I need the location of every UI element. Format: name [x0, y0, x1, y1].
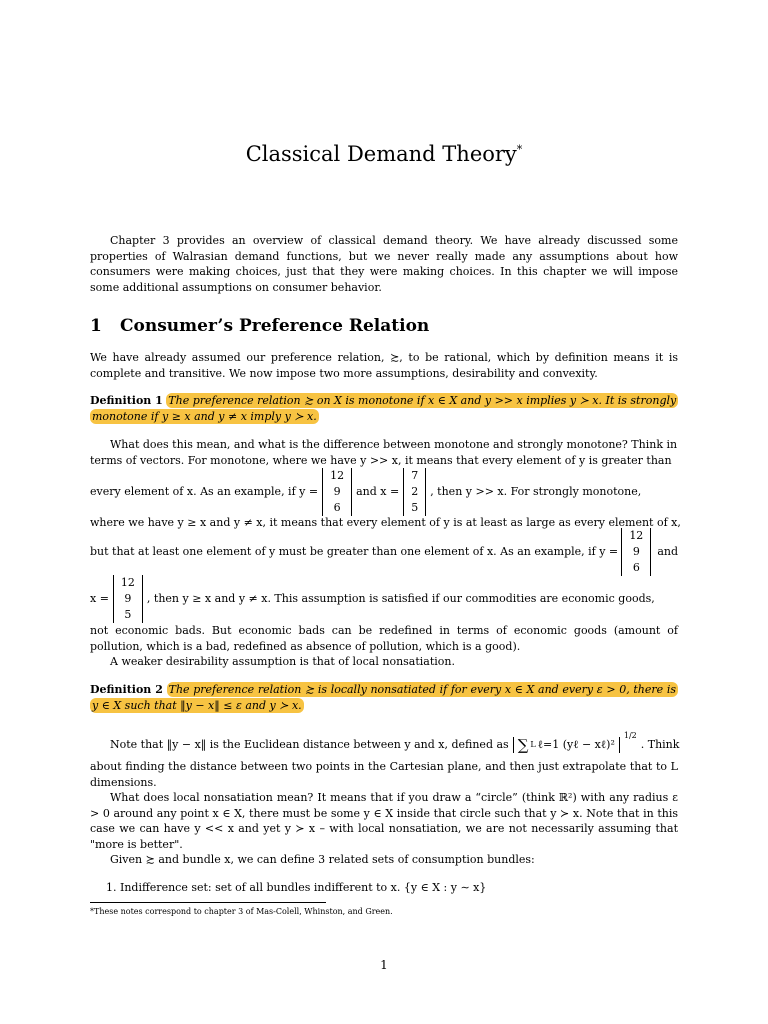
definition-2-text: The preference relation ≿ is locally nonsatiated if for every x ∈ X and every ε > 0, there is y ∈ X such that ‖y − x‖ ≤ ε and y ≻ x.	[92, 683, 676, 712]
vector-entry: 9	[333, 485, 341, 498]
definition-2	[90, 682, 678, 714]
vector-entry: 12	[629, 529, 644, 542]
local-nonsatiation-paragraph: What does local nonsatiation mean? It means that if you draw a “circle” (think ℝ²) with any radius ε > 0 around any point x ∈ X, there must be some y ∈ X inside that circle such that y ≻ x. Note that in this case we can have y << x and yet y ≻ x – with local nonsatiation, we are not necessarily assuming that "more is better".	[90, 791, 678, 851]
definition-1	[90, 393, 678, 425]
explain-line-5	[90, 528, 678, 576]
definition-1-label: Definition 1	[90, 394, 163, 407]
vector-entry: 2	[411, 485, 419, 498]
sum-sign: ∑	[517, 736, 529, 754]
explain-line-1: What does this mean, and what is the difference between monotone and strongly monotone? Think in	[110, 438, 678, 451]
vector-entry: 5	[124, 608, 132, 621]
vector-entry: 12	[330, 469, 345, 482]
page-number: 1	[380, 958, 388, 972]
explain-line-5b: and	[657, 545, 678, 558]
explain-line-6b: , then y ≥ x and y ≠ x. This assumption is satisfied if our commodities are economic goods,	[146, 592, 655, 605]
euclid-formula	[513, 737, 620, 753]
norm-think: . Think	[640, 738, 680, 751]
footnote-rule	[90, 902, 326, 903]
cartesian-text: about finding the distance between two points in the Cartesian plane, and then just extrapolate that to L dimensions.	[90, 760, 678, 789]
vector-entry: 9	[124, 592, 132, 605]
explain-line-3b: , then y >> x. For strongly monotone,	[430, 485, 642, 498]
section-number: 1	[90, 316, 102, 336]
vector-y-2	[621, 528, 651, 576]
definition-2-label: Definition 2	[90, 683, 163, 696]
given-paragraph: Given ≿ and bundle x, we can define 3 related sets of consumption bundles:	[110, 853, 535, 866]
page-title	[0, 142, 768, 166]
vector-entry: 6	[333, 501, 341, 514]
title-text: Classical Demand Theory	[245, 142, 517, 166]
economic-bads-text: not economic bads. But economic bads can be redefined in terms of economic goods (amount of pollution, which is a bad, redefined as absence of pollution, which is a good).	[90, 624, 678, 653]
footnote: *These notes correspond to chapter 3 of Mas-Colell, Whinston, and Green.	[90, 907, 393, 916]
title-footnote-mark: *	[516, 143, 523, 156]
explain-line-6a: x =	[90, 592, 109, 605]
explain-line-3a: every element of x. As an example, if y =	[90, 485, 319, 498]
explain-line-2: terms of vectors. For monotone, where we have y >> x, it means that every element of y is greater than	[90, 454, 672, 467]
vector-x-1	[403, 468, 426, 516]
vector-entry: 5	[411, 501, 419, 514]
norm-text: Note that ‖y − x‖ is the Euclidean distance between y and x, defined as	[110, 738, 509, 751]
list-item-indifference: 1. Indifference set: set of all bundles indifferent to x. {y ∈ X : y ∼ x}	[106, 881, 487, 894]
explain-line-3	[90, 468, 641, 516]
vector-entry: 12	[120, 576, 135, 589]
intro-paragraph: Chapter 3 provides an overview of classical demand theory. We have already discussed some properties of Walrasian demand functions, but we never really made any assumptions about how consumers were making choices, just that they were making choices. In this chapter we will impose some additional assumptions on consumer behavior.	[90, 234, 678, 294]
explain-line-6	[90, 575, 655, 623]
vector-entry: 7	[411, 469, 419, 482]
section-title: Consumer’s Preference Relation	[120, 316, 430, 336]
explain-line-4: where we have y ≥ x and y ≠ x, it means that every element of y is at least as large as every element of x,	[90, 516, 681, 529]
weaker-assumption-text: A weaker desirability assumption is that of local nonsatiation.	[110, 655, 455, 668]
explain-line-5a: but that at least one element of y must be greater than one element of x. As an example, if y =	[90, 545, 619, 558]
and-x-equals: and x =	[356, 485, 400, 498]
vector-entry: 9	[632, 545, 640, 558]
explain-line-5-right	[621, 528, 678, 576]
formula-body: ℓ=1 (yℓ − xℓ)²	[537, 738, 615, 751]
sum-upper-limit: L	[530, 740, 536, 749]
vector-x-2	[113, 575, 143, 623]
formula-power: 1/2	[623, 731, 637, 740]
vector-entry: 6	[632, 561, 640, 574]
section-heading	[90, 316, 429, 336]
vector-y-1	[322, 468, 352, 516]
definition-1-text: The preference relation ≿ on X is monotone if x ∈ X and y >> x implies y ≻ x. It is strongly monotone if y ≥ x and y ≠ x imply y ≻ x.	[92, 394, 677, 423]
norm-line	[110, 728, 679, 762]
rational-paragraph: We have already assumed our preference relation, ≿, to be rational, which by definition means it is complete and transitive. We now impose two more assumptions, desirability and convexity.	[90, 351, 678, 380]
